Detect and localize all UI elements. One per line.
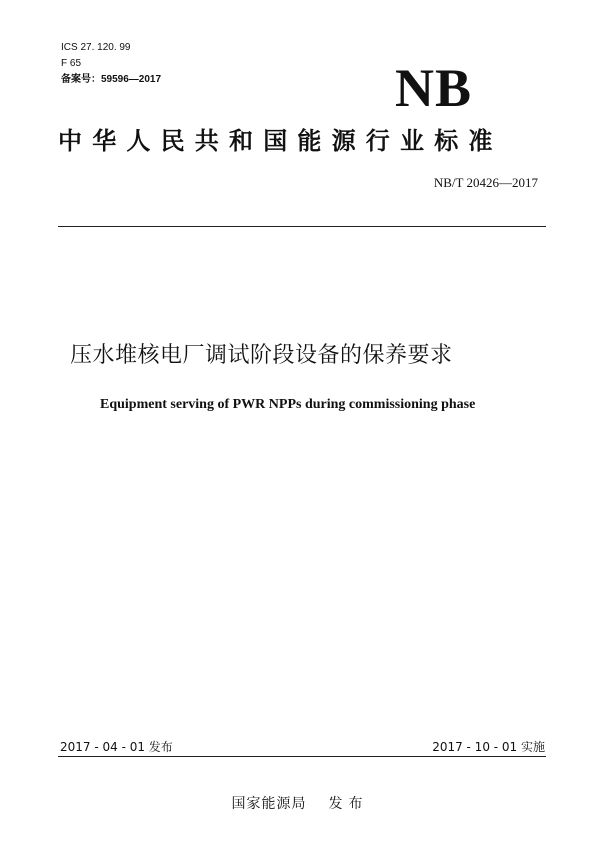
- issuer-action: 发布: [328, 796, 369, 812]
- issuer-line: [0, 795, 600, 813]
- document-title-chinese: 压水堆核电厂调试阶段设备的保养要求: [70, 343, 453, 368]
- nb-logo: NB: [395, 58, 473, 118]
- document-title-english: Equipment serving of PWR NPPs during commissioning phase: [100, 397, 476, 412]
- record-number: 备案号：59596—2017: [61, 74, 162, 85]
- top-divider: [58, 226, 546, 227]
- issuer-name: 国家能源局: [231, 796, 307, 812]
- standard-code: NB/T 20426—2017: [433, 175, 538, 190]
- bottom-divider: [58, 756, 546, 757]
- issue-date: 2017 - 04 - 01 发布: [60, 740, 173, 754]
- standard-category-title: 中华人民共和国能源行业标准: [58, 127, 503, 155]
- ics-code: ICS 27. 120. 99: [61, 42, 131, 53]
- ccs-code: F 65: [61, 58, 82, 69]
- effective-date: 2017 - 10 - 01 实施: [432, 740, 545, 754]
